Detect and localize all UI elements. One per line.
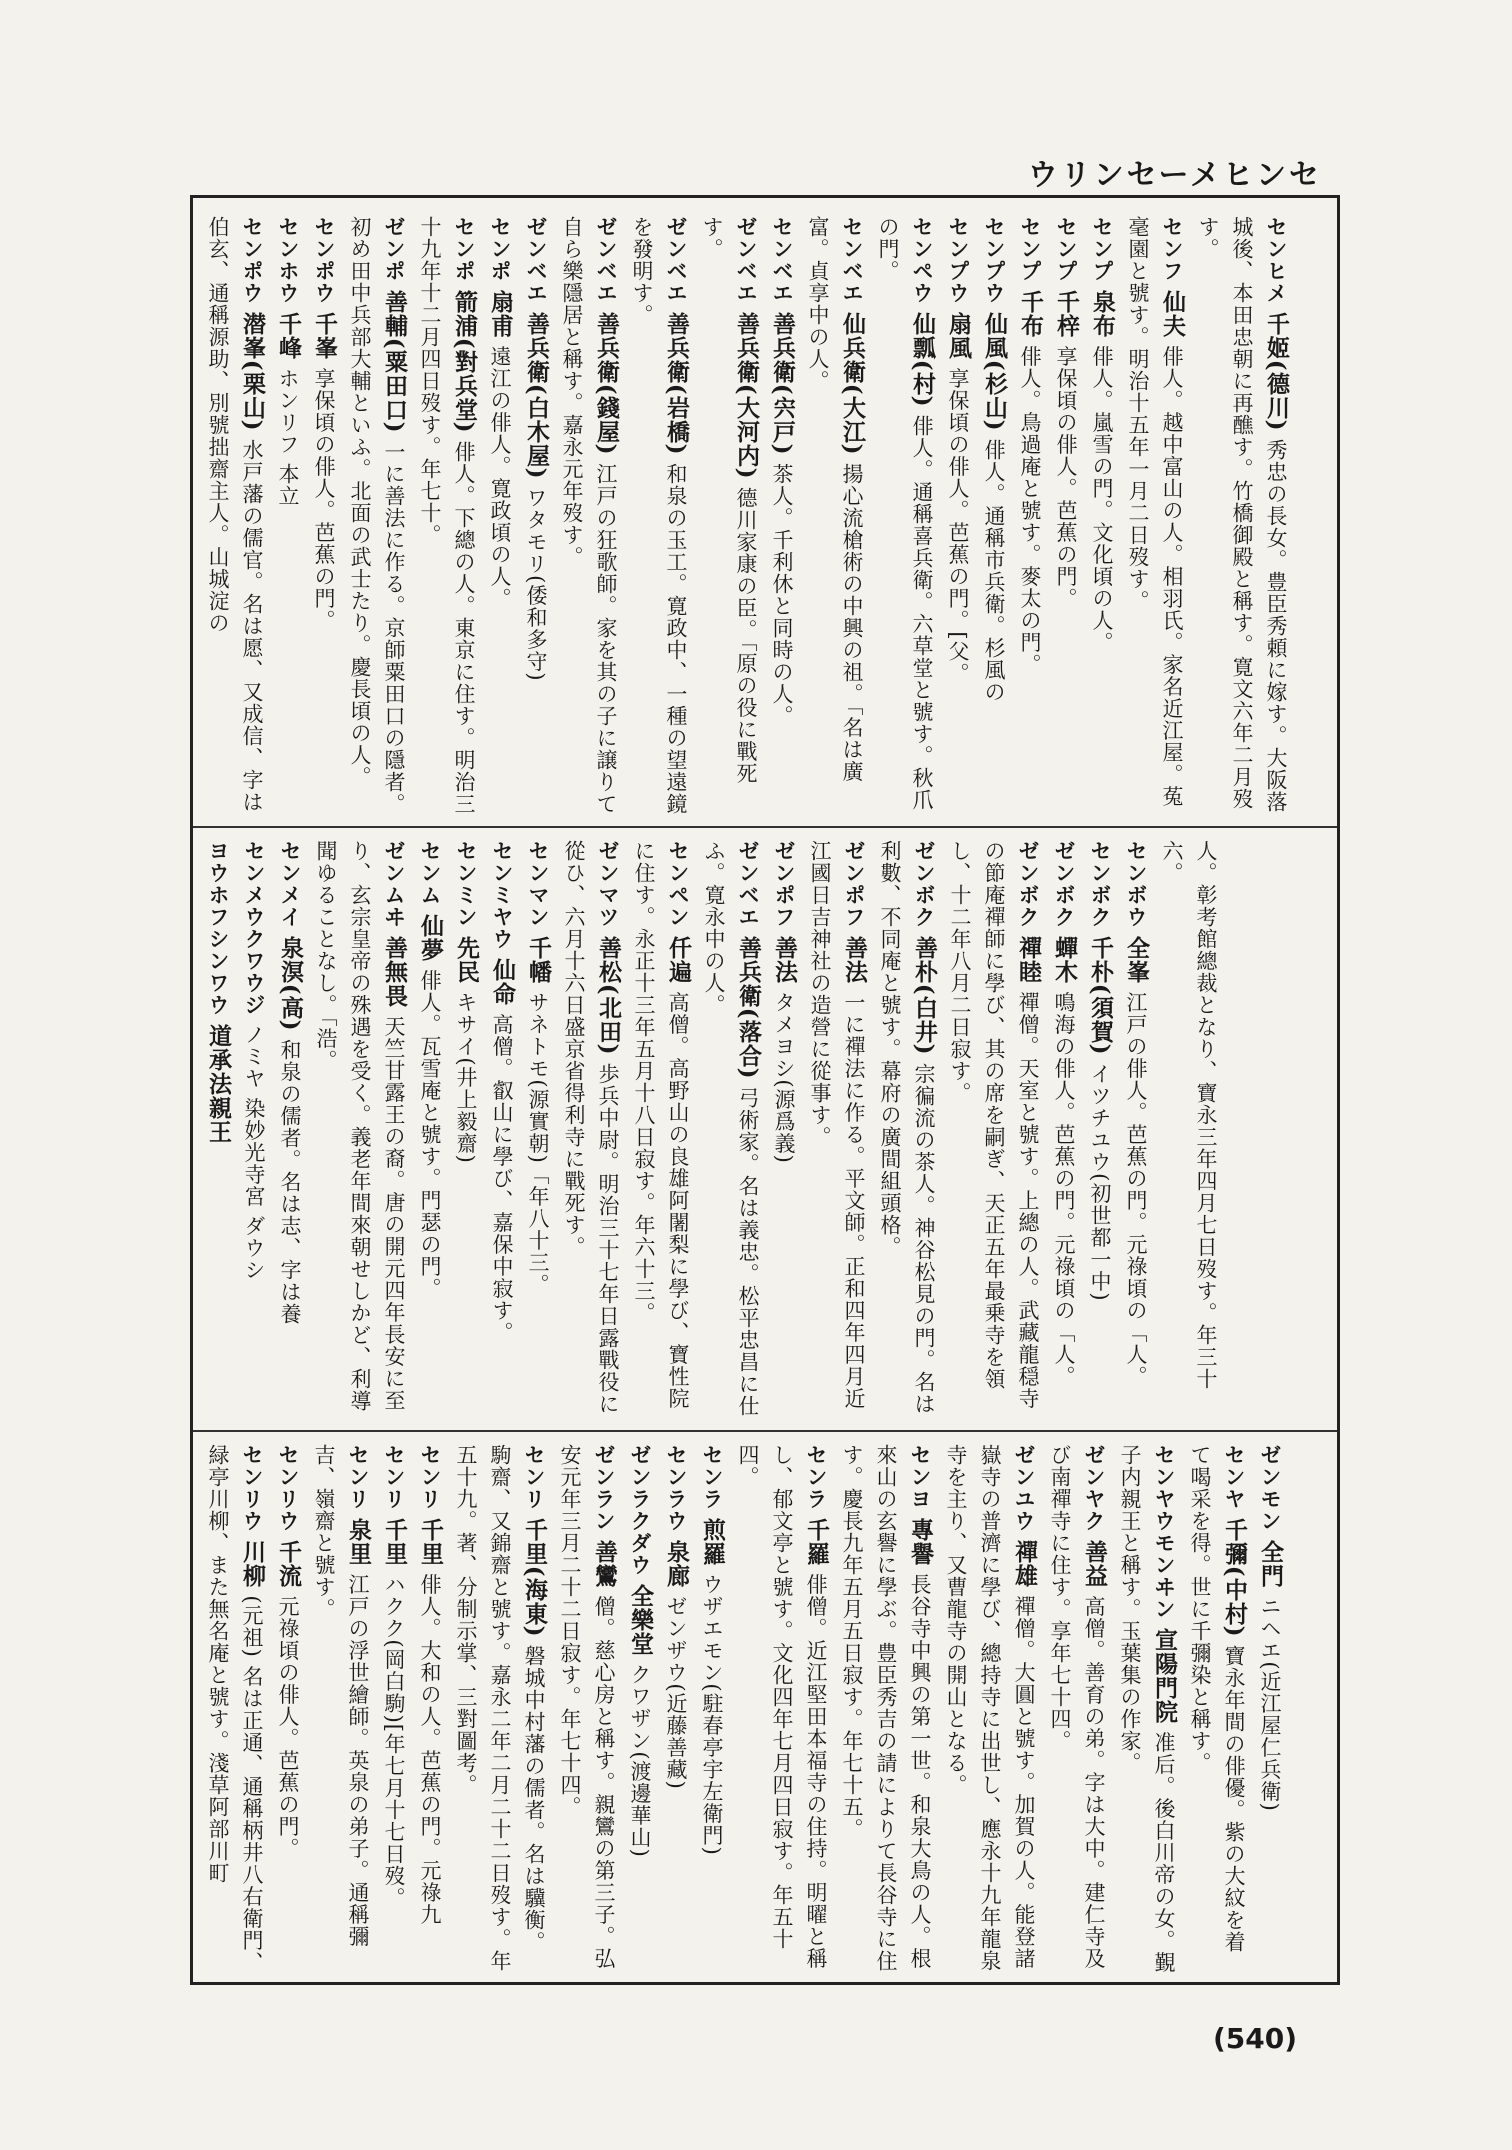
dictionary-entry: [977, 216, 1011, 816]
entry-reading: センフ: [1160, 216, 1184, 282]
dictionary-entry: [519, 216, 553, 816]
dictionary-entry: [201, 1444, 269, 1974]
entry-headword: 千峰: [275, 311, 302, 360]
dictionary-entry: [237, 840, 271, 1420]
entry-headword: 潜峯(栗山): [239, 311, 266, 432]
entry-headword: 宣陽門院: [1151, 1627, 1178, 1724]
dictionary-entry: [413, 840, 447, 1420]
dictionary-entry: [483, 216, 517, 816]
entry-reading: センプ: [1090, 216, 1114, 282]
dictionary-entry: [835, 1444, 937, 1974]
entry-headword: 千幡: [525, 935, 552, 984]
entry-description: 禪僧。大圓と號す。加賀の人。能登諸嶽寺の普濟に學び、總持寺に出世し、應永十九年龍泉寺を主り、又曹龍寺の開山となる。: [944, 1444, 1036, 1972]
dictionary-entry: [659, 1444, 693, 1974]
entry-reading: ゼンポフ: [772, 840, 796, 928]
dictionary-entry: [697, 840, 765, 1420]
entry-headword: 千流: [275, 1539, 302, 1588]
entry-headword: 煎羅: [699, 1517, 726, 1566]
entry-reading: センポ: [452, 216, 476, 282]
entry-reading: センボウ: [1124, 840, 1148, 928]
entry-description: ニヘエ(近江屋仁兵衛): [1258, 1595, 1282, 1812]
entry-reading: センプウ: [982, 216, 1006, 304]
entry-description: 享保頃の俳人。芭蕉の門。: [1054, 345, 1078, 610]
dictionary-entry: [271, 1444, 305, 1974]
dictionary-entry: [695, 1444, 729, 1974]
entry-headword: 千里: [417, 1517, 444, 1566]
dictionary-entry: [449, 840, 483, 1420]
entry-headword: 善法: [771, 935, 798, 984]
entry-reading: ゼンヤク: [1082, 1444, 1106, 1532]
entry-reading: センプ: [1018, 216, 1042, 282]
entry-reading: センヤウモンヰン: [1152, 1444, 1176, 1620]
entry-reading: ゼンポ: [382, 216, 406, 282]
entry-reading: センベエ: [770, 216, 794, 304]
entry-reading: センヒメ: [1264, 216, 1288, 304]
entry-headword: 箭浦(對兵堂): [451, 289, 478, 434]
entry-headword: 善益: [1081, 1539, 1108, 1588]
entry-description: 秀忠の長女。豊臣秀頼に嫁す。大阪落城後、本田忠朝に再醮す。竹橋御殿と稱す。寛文六年二月歿す。: [1196, 216, 1288, 814]
entry-description: 俳人。越中富山の人。相羽氏。家名近江屋。菟毫園と號す。明治十五年一月二日歿す。: [1126, 216, 1184, 808]
entry-headword: 善無畏: [381, 935, 408, 1008]
entry-description: 揚心流槍術の中興の祖。「名は廣富。貞享中の人。: [806, 216, 864, 783]
entry-headword: 千里(海東): [521, 1517, 548, 1638]
entry-reading: ゼンポフ: [842, 840, 866, 928]
entry-headword: 扇甫: [487, 289, 514, 338]
entry-description: 高僧。叡山に學び、嘉保中寂す。: [490, 1013, 514, 1344]
entry-headword: 千峯: [311, 311, 338, 360]
entry-headword: 仙夫: [1159, 289, 1186, 338]
entry-description: ホンリフ 本立: [276, 367, 300, 508]
dictionary-entry: [731, 1444, 833, 1974]
entry-reading: ゼンボク: [1052, 840, 1076, 928]
entry-description: (元祖) 名は正通、通稱柄井八右衛門、緑亭川柳、また無名庵と號す。淺草阿部川町: [206, 1444, 264, 1974]
entry-description: 磐城中村藩の儒者。名は驥衡。駒齋、又錦齋と號す。嘉永二年二月二十二日歿す。年五十九。著、分制示掌、三對圖考。: [454, 1444, 546, 1972]
entry-reading: ゼンムヰ: [382, 840, 406, 928]
dictionary-entry: [343, 216, 411, 816]
entry-description: ウザエモン(駐春亭宇左衛門): [700, 1573, 724, 1856]
entry-headword: 泉廊: [663, 1539, 690, 1588]
entry-headword: 善朴(白井): [911, 935, 938, 1056]
dictionary-entry: [413, 216, 481, 816]
entry-headword: 先民: [453, 935, 480, 984]
dictionary-entry: [413, 1444, 447, 1974]
entry-description: サネトモ(源實朝)「年八十三。: [526, 991, 550, 1296]
entry-columns: [199, 216, 1293, 816]
dictionary-entry: [765, 216, 799, 816]
entry-description: 德川家康の臣。「原の役に戰死す。: [700, 216, 758, 785]
entry-headword: 泉布: [1089, 289, 1116, 338]
entry-columns: [199, 840, 1223, 1420]
entry-description: 享保頃の俳人。芭蕉の門。[父。: [946, 367, 970, 685]
dictionary-entry: [1047, 840, 1081, 1420]
entry-description: 高僧。善育の弟。字は大中。建仁寺及び南禪寺に住す。享年七十四。: [1048, 1444, 1106, 1970]
entry-description: 俳僧。近江堅田本福寺の住持。明曜と稱し、郁文亭と號す。文化四年七月四日寂す。年五十四。: [736, 1444, 828, 1970]
entry-headword: 全峯: [1123, 935, 1150, 984]
entry-reading: ゼンマツ: [596, 840, 620, 928]
entry-reading: センリ: [522, 1444, 546, 1510]
dictionary-entry: [1013, 216, 1047, 816]
entry-reading: センリウ: [276, 1444, 300, 1532]
entry-description: 禪僧。天室と號す。上總の人。武藏龍穏寺の節庵禪師に學び、其の席を嗣ぎ、天正五年最乗寺を領し、十二年八月二日寂す。: [948, 840, 1040, 1410]
dictionary-entry: [377, 1444, 411, 1974]
entry-description: キサイ(井上毅齋): [454, 991, 478, 1164]
dictionary-frame: [190, 195, 1340, 1985]
dictionary-entry: [943, 840, 1045, 1420]
running-header: ウリンセーメヒンセ: [1027, 158, 1322, 193]
entry-description: クワザン(渡邊華山): [628, 1663, 652, 1858]
entry-columns: [199, 1444, 1287, 1974]
dictionary-entry: [1191, 216, 1293, 816]
section-lower: [199, 1444, 1331, 1974]
entry-reading: センポ: [488, 216, 512, 282]
entry-description: タメヨシ(源爲義): [772, 991, 796, 1164]
entry-description: 享保頃の俳人。芭蕉の門。: [312, 367, 336, 632]
entry-reading: ゼンベエ: [734, 216, 758, 304]
entry-headword: 善兵衛(岩橋): [663, 311, 690, 456]
section-upper: [199, 216, 1331, 816]
entry-description: 江戸の狂歌師。家を其の子に譲りて自ら樂隱居と稱す。嘉永元年歿す。: [560, 216, 618, 816]
entry-description: ノミヤ 染妙光寺宮 ダウシ: [242, 1023, 266, 1282]
entry-headword: 善法: [841, 935, 868, 984]
dictionary-entry: [1183, 1444, 1251, 1974]
dictionary-entry: [695, 216, 763, 816]
entry-reading: ゼンベエ: [664, 216, 688, 304]
entry-description: 俳人。通稱喜兵衛。六草堂と號す。秋爪の門。: [876, 216, 934, 812]
entry-description: 鳴海の俳人。芭蕉の門。元祿頃の「人。: [1052, 991, 1076, 1388]
entry-headword: 善鸞: [591, 1539, 618, 1588]
entry-reading: センミヤウ: [490, 840, 514, 950]
entry-reading: センプ: [1054, 216, 1078, 282]
dictionary-entry: [873, 840, 941, 1420]
entry-headword: 全門: [1257, 1539, 1284, 1588]
dictionary-entry: [625, 216, 693, 816]
entry-description: 一に禪法に作る。平文師。正和四年四月近江國日吉神社の造營に從事す。: [808, 840, 866, 1410]
entry-description: 江戸の俳人。芭蕉の門。元祿頃の「人。: [1124, 991, 1148, 1388]
entry-reading: センリ: [382, 1444, 406, 1510]
entry-description: 遠江の俳人。寛政頃の人。: [488, 345, 512, 610]
entry-headword: 善兵衛(白木屋): [523, 311, 550, 480]
entry-reading: センリ: [418, 1444, 442, 1510]
entry-headword: 善兵衛(宍戸): [769, 311, 796, 456]
entry-description: 人。彰考館總裁となり、寶永三年四月七日歿す。年三十六。: [1160, 840, 1218, 1390]
entry-reading: センミン: [454, 840, 478, 928]
entry-description: 長谷寺中興の第一世。和泉大鳥の人。根來山の玄譽に學ぶ。豊臣秀吉の請によりて長谷寺に住す。慶長九年五月五日寂す。年七十五。: [840, 1444, 932, 1972]
entry-headword: 禪雄: [1011, 1539, 1038, 1588]
entry-reading: センリ: [346, 1444, 370, 1510]
entry-reading: ゼンボク: [1016, 840, 1040, 928]
entry-description: 俳人。通稱市兵衛。杉風の: [982, 439, 1006, 704]
entry-description: ゼンザウ(近藤善藏): [664, 1595, 688, 1790]
entry-description: 江戸の浮世繪師。英泉の弟子。通稱彌吉、嶺齋と號す。: [312, 1444, 370, 1948]
entry-headword: 善松(北田): [595, 935, 622, 1056]
entry-reading: センメイ: [278, 840, 302, 928]
entry-description: イツチユウ(初世都一中): [1088, 1063, 1112, 1302]
entry-reading: センラウ: [664, 1444, 688, 1532]
entry-headword: 千姬(德川): [1263, 311, 1290, 432]
section-divider: [193, 826, 1337, 828]
dictionary-entry: [273, 840, 307, 1420]
entry-headword: 善兵衛(大河内): [733, 311, 760, 480]
dictionary-entry: [767, 840, 801, 1420]
entry-reading: センプウ: [946, 216, 970, 304]
section-divider: [193, 1430, 1337, 1432]
entry-description: 俳人。瓦雪庵と號す。門瑟の門。: [418, 969, 442, 1300]
entry-description: 俳人。下總の人。東京に住す。明治三十九年十二月四日歿す。年七十。: [418, 216, 476, 816]
entry-description: 高僧。高野山の良雄阿闍梨に學び、寶性院に住す。永正十三年五月十八日寂す。年六十三。: [632, 840, 690, 1410]
dictionary-entry: [1083, 840, 1117, 1420]
dictionary-entry: [803, 840, 871, 1420]
entry-headword: 仙兵衛(大江): [839, 311, 866, 456]
entry-reading: センヤ: [1222, 1444, 1246, 1510]
entry-description: 弓術家。名は義忠。松平忠昌に仕ふ。寛永中の人。: [702, 840, 760, 1418]
dictionary-entry: [521, 840, 555, 1420]
entry-description: 和泉の儒者。名は志、字は養: [278, 1039, 302, 1326]
dictionary-entry: [801, 216, 869, 816]
entry-headword: 蟬木: [1051, 935, 1078, 984]
dictionary-entry: [307, 1444, 375, 1974]
section-middle: [199, 840, 1331, 1420]
entry-description: 俳人。鳥過庵と號す。麥太の門。: [1018, 345, 1042, 676]
entry-reading: ゼンボク: [912, 840, 936, 928]
entry-reading: センポウ: [312, 216, 336, 304]
entry-reading: センポウ: [240, 216, 264, 304]
dictionary-entry: [1049, 216, 1083, 816]
entry-headword: 道承法親王: [205, 1023, 232, 1144]
entry-headword: 仟遍: [665, 935, 692, 984]
entry-description: 宗徧流の茶人。神谷松見の門。名は利數、不同庵と號す。幕府の廣間組頭格。: [878, 840, 936, 1416]
entry-headword: 千梓: [1053, 289, 1080, 338]
entry-description: ワタモリ(倭和多守): [524, 487, 548, 682]
entry-headword: 千朴(須賀): [1087, 935, 1114, 1056]
entry-headword: 仙瓢(村): [909, 311, 936, 408]
entry-description: 水戸藩の儒官。名は愿、又成信、字は伯玄、通稱源助、別號拙齋主人。山城淀の: [206, 216, 264, 814]
dictionary-entry: [449, 1444, 551, 1974]
entry-reading: ゼンベエ: [524, 216, 548, 304]
entry-reading: センペウ: [910, 216, 934, 304]
entry-headword: 善兵衛(落合): [735, 935, 762, 1080]
entry-headword: 禪睦: [1015, 935, 1042, 984]
dictionary-entry: [553, 1444, 621, 1974]
entry-description: 准后。後白川帝の女。覲子内親王と稱す。玉葉集の作家。: [1118, 1444, 1176, 1974]
dictionary-entry: [871, 216, 939, 816]
entry-headword: 仙風(杉山): [981, 311, 1008, 432]
entry-description: 歩兵中尉。明治三十七年日露戰役に從ひ、六月十六日盛京省得利寺に戰死す。: [562, 840, 620, 1416]
entry-reading: センベエ: [840, 216, 864, 304]
dictionary-entry: [271, 216, 305, 816]
entry-headword: 善兵衛(錢屋): [593, 311, 620, 456]
dictionary-entry: [201, 840, 235, 1420]
entry-reading: ゼンラン: [592, 1444, 616, 1532]
entry-headword: 專譽: [907, 1517, 934, 1566]
entry-reading: センペン: [666, 840, 690, 928]
dictionary-entry: [1085, 216, 1119, 816]
dictionary-entry: [1121, 216, 1189, 816]
entry-reading: センボク: [1088, 840, 1112, 928]
entry-description: 和泉の玉工。寛政中、一種の望遠鏡を發明す。: [630, 216, 688, 816]
entry-reading: ゼンラクダウ: [628, 1444, 652, 1576]
page-number: (540): [1212, 2022, 1297, 2055]
dictionary-entry: [557, 840, 625, 1420]
entry-reading: ゼンユウ: [1012, 1444, 1036, 1532]
dictionary-entry: [1113, 1444, 1181, 1974]
entry-description: 俳人。大和の人。芭蕉の門。元祿九: [418, 1573, 442, 1926]
entry-reading: センホウ: [276, 216, 300, 304]
entry-description: 僧。慈心房と稱す。親鸞の第三子。弘安元年三月二十二日寂す。年七十四。: [558, 1444, 616, 1970]
entry-headword: 千里: [381, 1517, 408, 1566]
entry-headword: 川柳: [239, 1539, 266, 1588]
entry-reading: ヨウホフシンワウ: [206, 840, 230, 1016]
entry-headword: 仙命: [489, 957, 516, 1006]
dictionary-entry: [309, 840, 411, 1420]
entry-reading: センム: [418, 840, 442, 906]
entry-description: 寶永年間の俳優。紫の大紋を着て喝采を得。世に千彌染と稱す。: [1188, 1444, 1246, 1954]
entry-description: 一に善法に作る。京師粟田口の隱者。初め田中兵部大輔といふ。北面の武士たり。慶長頃の人。: [348, 216, 406, 816]
entry-headword: 泉溟(高): [277, 935, 304, 1032]
entry-headword: 千布: [1017, 289, 1044, 338]
entry-description: 茶人。千利休と同時の人。: [770, 463, 794, 728]
entry-description: 天竺甘露王の裔。唐の開元四年長安に至り、玄宗皇帝の殊遇を受く。義老年間來朝せしかど、利導聞ゆることなし。「浩。: [314, 840, 406, 1412]
entry-description: ハクク(岡白駒)[年七月十七日歿。: [382, 1573, 406, 1909]
entry-headword: 泉里: [345, 1517, 372, 1566]
entry-headword: 扇風: [945, 311, 972, 360]
entry-reading: センラ: [700, 1444, 724, 1510]
dictionary-entry: [485, 840, 519, 1420]
dictionary-entry: [939, 1444, 1041, 1974]
entry-headword: 全樂堂: [627, 1583, 654, 1656]
dictionary-entry: [1119, 840, 1153, 1420]
dictionary-entry: [307, 216, 341, 816]
entry-reading: ゼンモン: [1258, 1444, 1282, 1532]
entry-description: 俳人。嵐雪の門。文化頃の人。: [1090, 345, 1114, 654]
dictionary-entry: [1253, 1444, 1287, 1974]
entry-headword: 善輔(粟田口): [381, 289, 408, 434]
entry-reading: ゼンベエ: [594, 216, 618, 304]
dictionary-entry: [627, 840, 695, 1420]
entry-headword: 仙夢: [417, 913, 444, 962]
entry-description: 元祿頃の俳人。芭蕉の門。: [276, 1595, 300, 1860]
dictionary-entry: [1043, 1444, 1111, 1974]
entry-reading: センメウクワウジ: [242, 840, 266, 1016]
entry-reading: センマン: [526, 840, 550, 928]
dictionary-entry: [941, 216, 975, 816]
entry-reading: センヨ: [908, 1444, 932, 1510]
entry-reading: ゼンベエ: [736, 840, 760, 928]
dictionary-entry: [623, 1444, 657, 1974]
dictionary-entry: [1155, 840, 1223, 1420]
dictionary-entry: [201, 216, 269, 816]
entry-reading: センリウ: [240, 1444, 264, 1532]
entry-headword: 千羅: [803, 1517, 830, 1566]
dictionary-entry: [555, 216, 623, 816]
entry-headword: 千彌(中村): [1221, 1517, 1248, 1638]
entry-reading: センラ: [804, 1444, 828, 1510]
